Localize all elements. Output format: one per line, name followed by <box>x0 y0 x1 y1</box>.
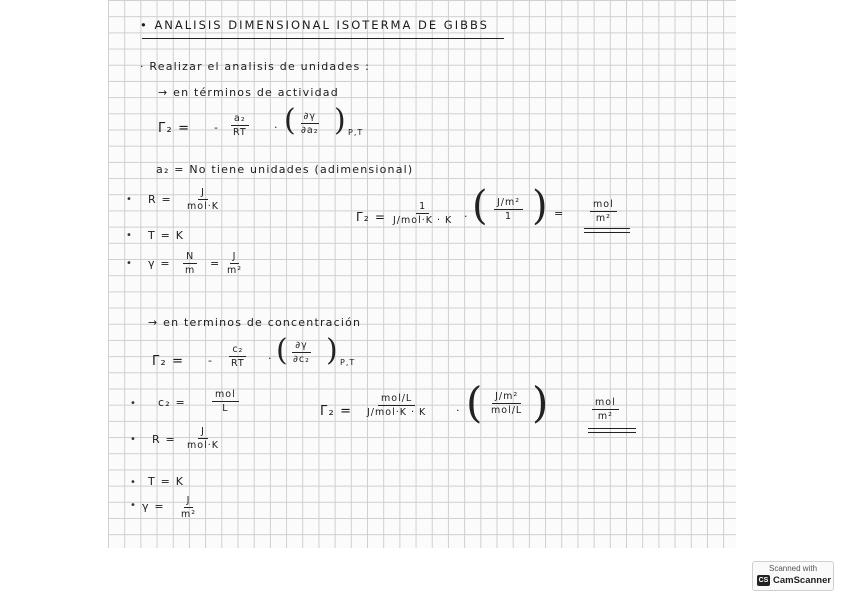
activity-r-fraction <box>184 186 222 213</box>
concentration-gamma-fraction <box>178 494 199 521</box>
activity-result-right-paren: ) <box>532 183 548 229</box>
activity-result-equals: = <box>554 207 565 220</box>
concentration-result-numerator: mol/L <box>378 392 415 406</box>
activity-result-fraction <box>390 200 455 227</box>
concentration-result-dot: · <box>456 404 461 417</box>
graph-paper-sheet <box>108 0 736 548</box>
activity-bullet-t: • <box>126 230 132 241</box>
concentration-result-double-underline-2 <box>588 432 636 433</box>
activity-result-left-paren: ( <box>472 183 488 229</box>
concentration-coef-denominator: RT <box>231 358 245 369</box>
activity-gamma-equals: = <box>210 257 221 270</box>
activity-derivative-fraction <box>298 110 322 137</box>
concentration-dot: · <box>268 352 273 365</box>
activity-result-inner-numerator: J/m² <box>494 196 523 210</box>
activity-bullet-gamma: • <box>126 258 132 269</box>
concentration-c2-numerator: mol <box>212 388 239 402</box>
activity-t-line: T = K <box>148 229 185 242</box>
activity-r-denominator: mol·K <box>187 201 219 212</box>
activity-gamma-fraction-j-m2 <box>224 250 245 277</box>
watermark-caption: Scanned with <box>768 564 818 573</box>
concentration-gamma-label: Γ₂ = <box>152 354 185 369</box>
watermark-brand: CamScanner <box>773 575 832 586</box>
concentration-left-paren: ( <box>276 333 288 368</box>
activity-derivative-denominator: ∂a₂ <box>301 125 319 136</box>
activity-gamma-den2: m² <box>227 265 243 276</box>
activity-coef-fraction <box>230 112 250 139</box>
activity-coef-denominator: RT <box>233 127 247 138</box>
activity-gamma-num1: N <box>183 250 197 264</box>
concentration-c2-fraction <box>212 388 239 415</box>
concentration-derivative-denominator: ∂c₂ <box>293 354 310 365</box>
concentration-result-double-underline-1 <box>588 428 636 429</box>
concentration-minus: - <box>208 354 214 367</box>
concentration-result-value <box>592 396 619 423</box>
concentration-result-fraction <box>364 392 429 419</box>
concentration-bullet-c2: • <box>130 398 136 409</box>
activity-gamma-unit-label: γ = <box>148 257 171 270</box>
concentration-r-fraction <box>184 425 222 452</box>
concentration-bullet-gamma: • <box>130 500 136 511</box>
concentration-coef-numerator: c₂ <box>229 343 246 357</box>
activity-gamma-den1: m <box>185 265 196 276</box>
concentration-r-label: R = <box>152 433 176 446</box>
activity-result-lhs: Γ₂ = <box>356 210 387 224</box>
activity-gamma-label: Γ₂ = <box>158 121 191 136</box>
activity-result-value <box>590 198 617 225</box>
concentration-derivative-numerator: ∂γ <box>292 339 311 353</box>
concentration-right-paren: ) <box>326 333 338 368</box>
intro-text: · Realizar el analisis de unidades : <box>140 60 371 73</box>
concentration-result-value-denominator: m² <box>597 411 613 422</box>
activity-coef-numerator: a₂ <box>231 112 249 126</box>
concentration-bullet-t: • <box>130 477 136 488</box>
activity-result-numerator: 1 <box>416 200 429 214</box>
concentration-result-inner-denominator: mol/L <box>491 405 523 416</box>
activity-result-double-underline-2 <box>584 232 630 233</box>
concentration-gamma-numerator: J <box>184 494 194 508</box>
camscanner-logo-icon: CS <box>758 577 769 584</box>
activity-bullet-r: • <box>126 194 132 205</box>
watermark-brand-row <box>757 575 831 586</box>
concentration-subscript: P,T <box>340 358 356 367</box>
concentration-result-inner-fraction <box>488 390 525 417</box>
concentration-r-denominator: mol·K <box>187 440 219 451</box>
concentration-result-value-numerator: mol <box>592 396 619 410</box>
activity-r-label: R = <box>148 193 172 206</box>
concentration-gamma-unit-label: γ = <box>142 500 165 513</box>
concentration-gamma-denominator: m² <box>181 509 197 520</box>
concentration-result-lhs: Γ₂ = <box>320 404 353 419</box>
title-underline <box>142 38 504 39</box>
concentration-coef-fraction <box>228 343 248 370</box>
concentration-c2-label: c₂ = <box>158 396 186 409</box>
concentration-derivative-fraction <box>290 339 313 366</box>
concentration-t-line: T = K <box>148 475 185 488</box>
activity-dot: · <box>274 121 279 134</box>
concentration-r-numerator: J <box>198 425 208 439</box>
activity-result-inner-denominator: 1 <box>505 211 513 222</box>
activity-result-double-underline-1 <box>584 228 630 229</box>
activity-heading: → en términos de actividad <box>158 86 339 99</box>
activity-derivative-numerator: ∂γ <box>301 110 320 124</box>
concentration-result-right-paren: ) <box>532 378 549 427</box>
concentration-heading: → en terminos de concentración <box>148 316 362 329</box>
activity-result-dot: · <box>464 210 469 223</box>
activity-result-value-denominator: m² <box>595 213 611 224</box>
activity-a2-line: a₂ = No tiene unidades (adimensional) <box>156 163 414 176</box>
concentration-bullet-r: • <box>130 434 136 445</box>
activity-left-paren: ( <box>284 103 296 138</box>
concentration-c2-denominator: L <box>222 403 229 414</box>
activity-result-inner-fraction <box>494 196 523 223</box>
concentration-result-inner-numerator: J/m² <box>492 390 521 404</box>
activity-result-denominator: J/mol·K · K <box>393 215 453 226</box>
activity-minus: - <box>214 121 220 134</box>
concentration-result-left-paren: ( <box>466 378 483 427</box>
activity-result-value-numerator: mol <box>590 198 617 212</box>
page-title: • ANALISIS DIMENSIONAL ISOTERMA DE GIBBS <box>140 18 489 32</box>
concentration-result-denominator: J/mol·K · K <box>367 407 427 418</box>
activity-gamma-fraction-n-m <box>182 250 198 277</box>
activity-subscript: P,T <box>348 128 364 137</box>
activity-r-numerator: J <box>198 186 208 200</box>
activity-right-paren: ) <box>334 103 346 138</box>
camscanner-watermark <box>752 561 834 591</box>
activity-gamma-num2: J <box>230 250 240 264</box>
